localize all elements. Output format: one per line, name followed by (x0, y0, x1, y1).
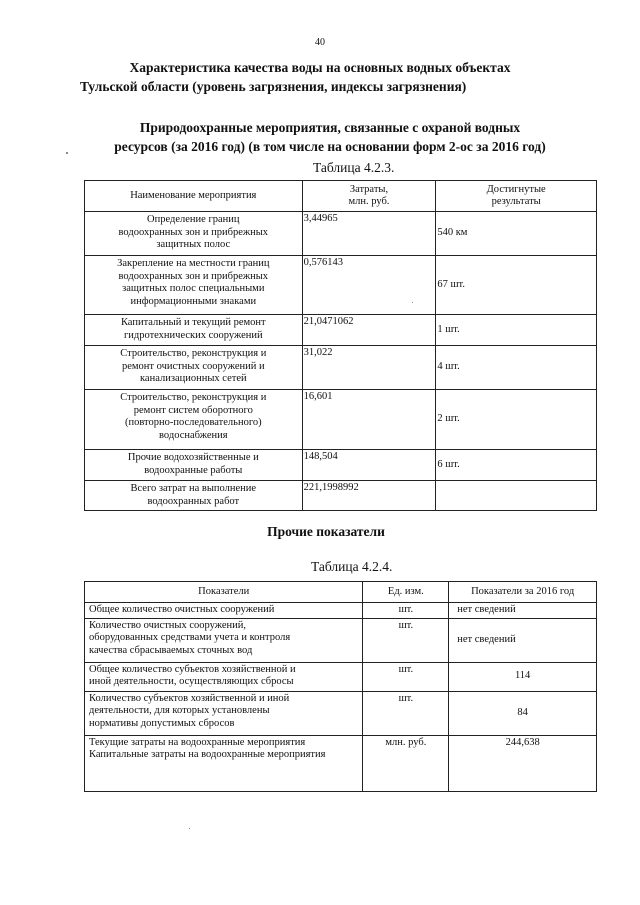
indicator-value: 244,638 (449, 735, 597, 791)
table-header-row (85, 181, 597, 212)
table1-caption: Таблица 4.2.3. (313, 160, 395, 175)
document-heading (80, 58, 560, 96)
measure-cost: 3,44965 (302, 212, 436, 256)
table-row (85, 390, 597, 450)
indicator-unit: шт. (363, 662, 449, 691)
measure-name: Капитальный и текущий ремонт гидротехнических сооружений (85, 315, 303, 346)
indicators-table (84, 581, 597, 792)
measure-cost: 31,022 (302, 346, 436, 390)
header-value-2016: Показатели за 2016 год (449, 582, 597, 603)
section-heading (80, 118, 580, 156)
heading-line-2: Тульской области (уровень загрязнения, индексы загрязнения) (80, 79, 467, 94)
indicator-value: нет сведений (449, 618, 597, 662)
heading-line-1: Характеристика качества воды на основных водных объектах (129, 60, 511, 75)
table-row (85, 618, 597, 662)
measure-result: 2 шт. (436, 390, 597, 450)
header-measure-name (85, 181, 303, 212)
indicator-value: 114 (449, 662, 597, 691)
header-measure-name-text: Наименование мероприятия (130, 189, 257, 201)
indicator-name: Общее количество очистных сооружений (85, 603, 363, 619)
measure-cost: 0,576143 (302, 256, 436, 315)
table-header-row (85, 582, 597, 603)
measure-result: 6 шт. (436, 450, 597, 481)
table-row (85, 603, 597, 619)
measure-result: 1 шт. (436, 315, 597, 346)
header-results (436, 181, 597, 212)
measure-name: Определение границ водоохранных зон и прибрежных защитных полос (85, 212, 303, 256)
measure-result (436, 481, 597, 511)
table-row (85, 346, 597, 390)
measure-cost: 148,504 (302, 450, 436, 481)
table-row (85, 315, 597, 346)
measure-cost: 21,0471062 (302, 315, 436, 346)
header-costs (302, 181, 436, 212)
measure-name: Закрепление на местности границ водоохранных зон и прибрежных защитных полос специальными информационными знаками (85, 256, 303, 315)
header-indicators: Показатели (85, 582, 363, 603)
measure-result: 67 шт. (436, 256, 597, 315)
measure-name: Прочие водохозяйственные и водоохранные работы (85, 450, 303, 481)
measure-name: Строительство, реконструкция и ремонт очистных сооружений и канализационных сетей (85, 346, 303, 390)
indicator-name: Общее количество субъектов хозяйственной и иной деятельности, осуществляющих сбросы (85, 662, 363, 691)
header-unit: Ед. изм. (363, 582, 449, 603)
indicator-value: 84 (449, 691, 597, 735)
scan-speck (66, 152, 68, 154)
table-row (85, 691, 597, 735)
table-row (85, 212, 597, 256)
indicator-unit: шт. (363, 603, 449, 619)
indicator-name: Количество очистных сооружений, оборудованных средствами учета и контроля качества сбрасываемых сточных вод (85, 618, 363, 662)
measures-table (84, 180, 597, 511)
indicator-value: нет сведений (449, 603, 597, 619)
indicator-unit: шт. (363, 618, 449, 662)
header-costs-text: Затраты, млн. руб. (348, 183, 390, 207)
indicator-name: Текущие затраты на водоохранные мероприятия Капитальные затраты на водоохранные мероприятия (85, 735, 363, 791)
scan-speck (412, 302, 413, 303)
subheading-line-1: Природоохранные мероприятия, связанные с охраной водных (139, 120, 521, 135)
measure-result: 4 шт. (436, 346, 597, 390)
section-title-other-indicators: Прочие показатели (267, 524, 385, 539)
measure-name: Всего затрат на выполнение водоохранных работ (85, 481, 303, 511)
measure-name: Строительство, реконструкция и ремонт систем оборотного (повторно-последовательного) водоснабжения (85, 390, 303, 450)
table-row (85, 735, 597, 791)
table-row (85, 256, 597, 315)
table-row (85, 662, 597, 691)
indicator-name: Количество субъектов хозяйственной и иной деятельности, для которых установлены нормативы допустимых сбросов (85, 691, 363, 735)
measure-result: 540 км (436, 212, 597, 256)
table-row (85, 481, 597, 511)
measure-cost: 16,601 (302, 390, 436, 450)
scan-speck (189, 828, 190, 829)
subheading-line-2: ресурсов (за 2016 год) (в том числе на основании форм 2-ос за 2016 год) (114, 139, 546, 154)
header-results-text: Достигнутые результаты (486, 183, 546, 207)
table2-caption: Таблица 4.2.4. (311, 559, 393, 574)
indicator-unit: шт. (363, 691, 449, 735)
indicator-unit: млн. руб. (363, 735, 449, 791)
table-row (85, 450, 597, 481)
page-number: 40 (315, 37, 325, 48)
measure-cost: 221,1998992 (302, 481, 436, 511)
